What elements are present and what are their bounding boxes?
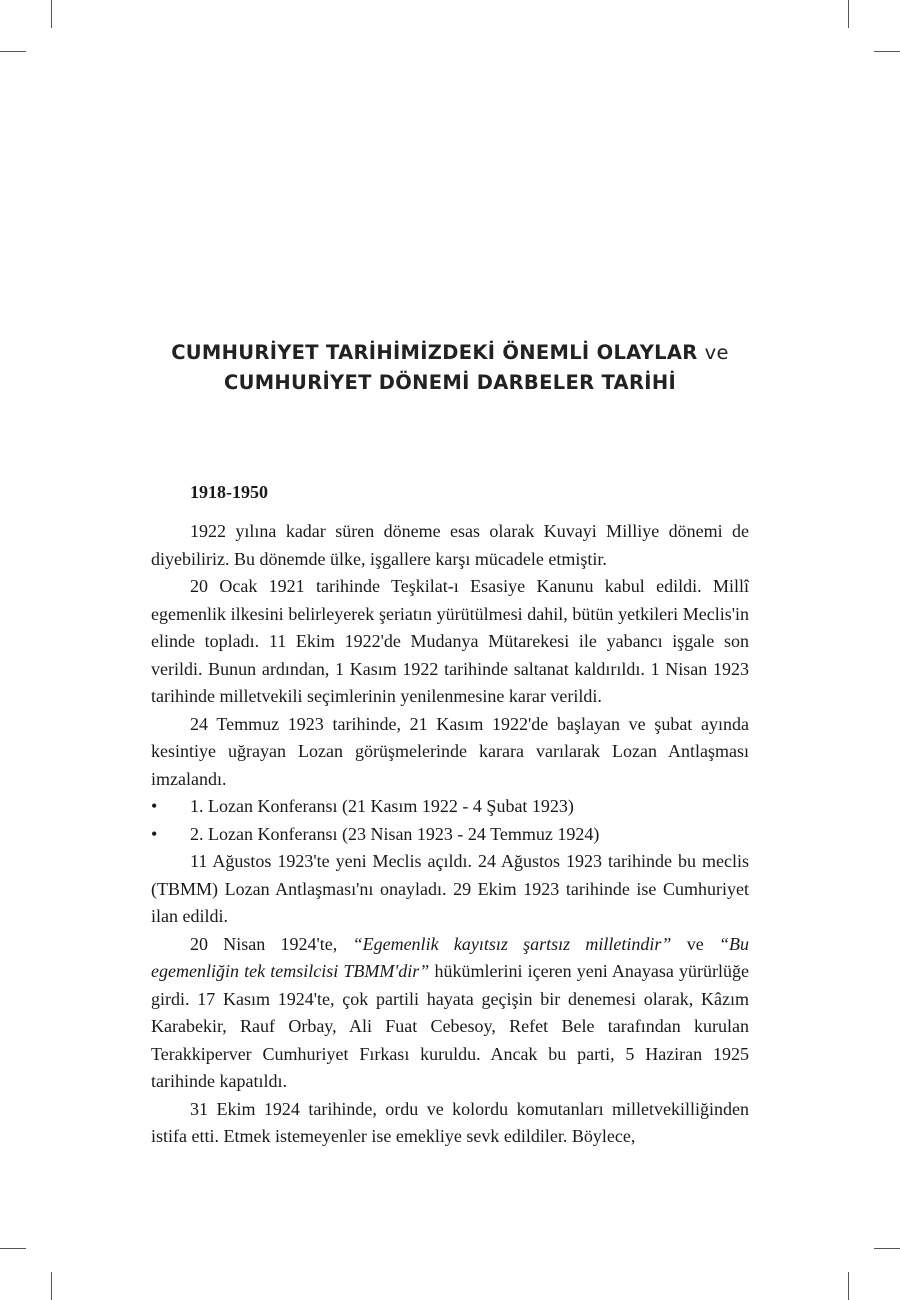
crop-mark-top-left (51, 0, 52, 28)
section-heading: 1918-1950 (190, 482, 268, 502)
paragraph-2: 20 Ocak 1921 tarihinde Teşkilat-ı Esasiye Kanunu kabul edildi. Millî egemenlik ilkesini belirleyerek şeriatın yürütülmesi dahil, bütün yetkileri Meclis'in elinde topladı. 11 Ekim 1922'de Mudanya Mütarekesi ile yabancı işgale son verildi. Bunun ardından, 1 Kasım 1922 tarihinde saltanat kaldırıldı. 1 Nisan 1923 tarihinde milletvekili seçimlerinin yenilenmesine karar verildi. (151, 576, 749, 706)
list-item-text: 1. Lozan Konferansı (21 Kasım 1922 - 4 Şubat 1923) (190, 796, 574, 816)
crop-mark-left-bottom (0, 1248, 26, 1249)
chapter-title-line-2: CUMHURİYET DÖNEMİ DARBELER TARİHİ (223, 371, 676, 394)
list-item-text: 2. Lozan Konferansı (23 Nisan 1923 - 24 Temmuz 1924) (190, 823, 600, 844)
paragraph-4: 11 Ağustos 1923'te yeni Meclis açıldı. 24 Ağustos 1923 tarihinde bu meclis (TBMM) Lozan Antlaşması'nı onayladı. 29 Ekim 1923 tarihinde ise Cumhuriyet ilan edildi. (151, 851, 749, 926)
crop-mark-top-right (848, 0, 849, 28)
crop-mark-left-top (0, 51, 26, 52)
list-item (151, 821, 749, 849)
bullet-icon: • (151, 823, 158, 844)
chapter-title-line-1 (150, 338, 750, 368)
title-line1-text: CUMHURİYET TARİHİMİZDEKİ ÖNEMLİ OLAYLAR (171, 341, 698, 364)
crop-mark-right-top (874, 51, 900, 52)
paragraph-5 (151, 931, 749, 1096)
p5-text-b: ve (671, 933, 719, 954)
p5-text-c: hükümlerini içeren yeni Anayasa yürürlüğe girdi. 17 Kasım 1924'te, çok partili hayata geçişin bir denemesi olarak, Kâzım Karabekir, Rauf Orbay, Ali Fuat Cebesoy, Refet Bele tarafından kurulan Terakkiperver Cumhuriyet Fırkası kuruldu. Ancak bu parti, 5 Haziran 1925 tarihinde kapatıldı. (151, 961, 749, 1091)
quote-sovereignty: “Egemenlik kayıtsız şartsız milletindir” (352, 933, 672, 954)
quote-tbmm: “Bu egemenliğin tek temsilcisi TBMM'dir” (151, 933, 749, 981)
crop-mark-bottom-right (848, 1272, 849, 1300)
title-conjunction: ve (704, 341, 729, 364)
paragraph-1: 1922 yılına kadar süren döneme esas olarak Kuvayi Milliye dönemi de diyebiliriz. Bu dönemde ülke, işgallere karşı mücadele etmiştir. (151, 521, 749, 569)
list-item (151, 793, 749, 821)
crop-mark-right-bottom (874, 1248, 900, 1249)
paragraph-6: 31 Ekim 1924 tarihinde, ordu ve kolordu komutanları milletvekilliğinden istifa etti. Etmek istemeyenler ise emekliye sevk edildiler. Böylece, (151, 1098, 749, 1146)
chapter-title (150, 338, 750, 398)
body-text (151, 518, 749, 1151)
paragraph-3: 24 Temmuz 1923 tarihinde, 21 Kasım 1922'de başlayan ve şubat ayında kesintiye uğrayan Lozan görüşmelerinde karara varılarak Lozan Antlaşması imzalandı. (151, 713, 749, 789)
p5-text-a: 20 Nisan 1924'te, (190, 933, 353, 954)
bullet-icon: • (151, 796, 158, 816)
crop-mark-bottom-left (51, 1272, 52, 1300)
